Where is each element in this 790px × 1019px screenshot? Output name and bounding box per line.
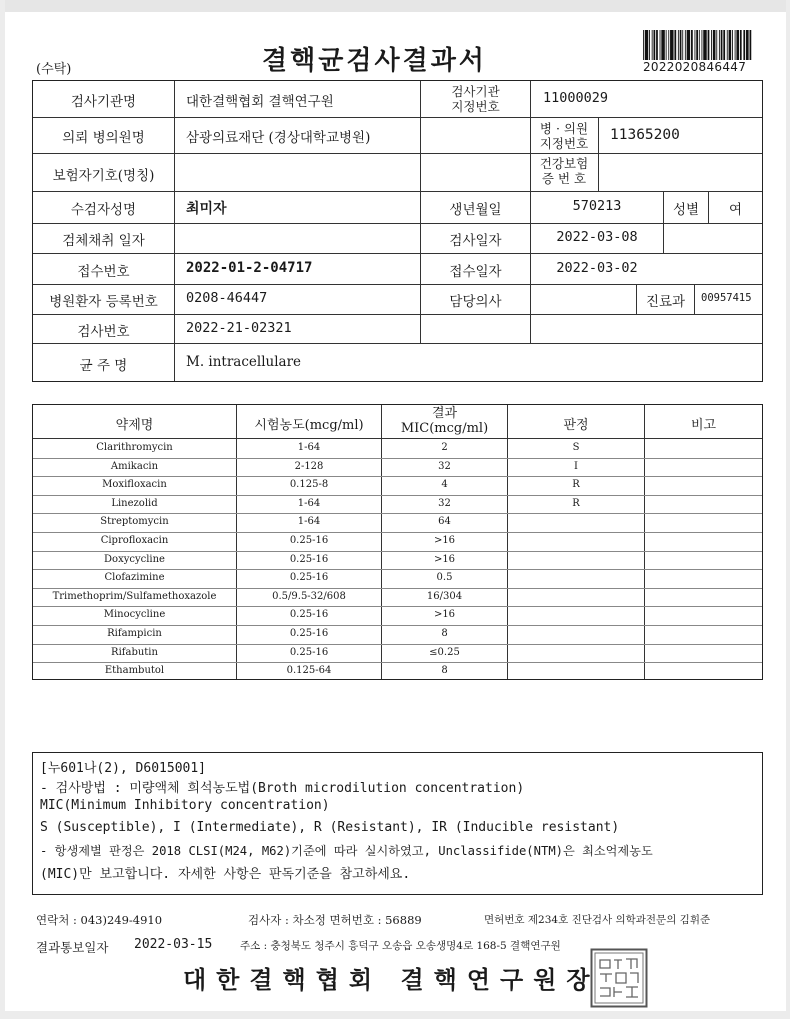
document-title: 결핵균검사결과서 — [262, 46, 487, 76]
drug-name-cell: Rifampicin — [107, 628, 162, 639]
test-number-label: 검사번호 — [77, 324, 130, 340]
judgement-cell: I — [574, 460, 578, 472]
row-divider — [33, 284, 762, 285]
judgement-cell — [508, 532, 644, 550]
drug-name-cell: Amikacin — [110, 460, 159, 472]
barcode-bar — [685, 30, 686, 60]
test-range-cell: 0.25-16 — [289, 572, 329, 584]
col-divider — [598, 117, 599, 191]
department-label: 진료과 — [645, 294, 686, 310]
header-test-range: 시험농도(mcg/ml) — [254, 418, 364, 433]
mic-value-cell: 8 — [441, 665, 448, 677]
receipt-date-label: 접수일자 — [449, 264, 502, 280]
barcode-number: 2022020846447 — [643, 60, 747, 74]
note-legend: S (Susceptible), I (Intermediate), R (Resistant), IR (Inducible resistant) — [40, 820, 620, 835]
barcode-bar — [661, 30, 664, 60]
drug-name-cell: Linezolid — [111, 497, 158, 509]
barcode-bar — [674, 30, 676, 60]
scan-edge-bottom — [0, 1011, 790, 1019]
row-divider — [33, 314, 762, 315]
address: 주소 : 충청북도 청주시 흥덕구 오송읍 오송생명4로 168-5 결핵연구원 — [240, 940, 561, 952]
remark-cell — [645, 513, 762, 531]
test-range-cell: 0.125-8 — [289, 479, 329, 491]
drug-name-cell: Ciprofloxacin — [100, 535, 169, 546]
strain-name-value: M. intracellulare — [186, 354, 302, 370]
barcode-bar — [687, 30, 690, 60]
remark-cell — [645, 569, 762, 587]
barcode-bar — [656, 30, 658, 60]
patient-name-label: 수검자성명 — [70, 202, 137, 218]
barcode-bar — [716, 30, 717, 60]
specialist-info: 면허번호 제234호 진단검사 의학과전문의 김휘준 — [484, 914, 711, 926]
barcode-bar — [736, 30, 739, 60]
strain-name-label: 균 주 명 — [79, 358, 128, 374]
judgement-cell — [508, 606, 644, 624]
drug-name-cell: Minocycline — [103, 609, 166, 621]
institution-value: 대한결핵협회 결핵연구원 — [186, 94, 334, 110]
remark-cell — [645, 606, 762, 624]
issuing-organization: 대한결핵협회 결핵연구원장 — [183, 966, 600, 994]
drug-name-cell: Rifabutin — [111, 646, 158, 658]
department-value: 00957415 — [701, 292, 752, 304]
test-date-label: 검사일자 — [449, 233, 502, 249]
official-seal-stamp — [590, 948, 648, 1008]
header-drug: 약제명 — [115, 418, 154, 433]
drug-name-cell: Clarithromycin — [96, 442, 173, 453]
drug-name-cell: Streptomycin — [100, 516, 169, 528]
barcode-bar — [708, 30, 710, 60]
receipt-number-label: 접수번호 — [77, 264, 130, 280]
scan-edge-right — [786, 0, 790, 1019]
row-divider — [33, 191, 762, 192]
remark-cell — [645, 495, 762, 513]
mic-value-cell: >16 — [433, 609, 456, 621]
institution-code-value: 11000029 — [543, 90, 609, 106]
test-range-cell: 0.25-16 — [289, 553, 329, 565]
birth-date-label: 생년월일 — [449, 202, 502, 218]
mic-value-cell: 4 — [441, 479, 448, 491]
barcode-bar — [643, 30, 644, 60]
row-divider — [33, 223, 762, 224]
judgement-cell: R — [572, 479, 580, 491]
col-divider — [174, 81, 175, 381]
judgement-cell — [508, 662, 644, 680]
test-range-cell: 1-64 — [297, 497, 321, 509]
method-notes-box — [32, 752, 763, 895]
sample-date-label: 검체채취 일자 — [62, 233, 145, 249]
drug-name-cell: Ethambutol — [104, 665, 165, 677]
mic-value-cell: 16/304 — [426, 590, 463, 602]
judgement-cell: R — [572, 497, 580, 509]
barcode-bar — [727, 30, 728, 60]
patient-info-table — [32, 80, 763, 382]
receipt-number-value: 2022-01-2-04717 — [186, 260, 313, 276]
mic-value-cell: 0.5 — [436, 572, 453, 584]
barcode-bar — [696, 30, 698, 60]
header-remarks: 비고 — [690, 418, 717, 433]
mic-value-cell: 32 — [438, 497, 451, 509]
mic-value-cell: 64 — [438, 516, 451, 528]
col-divider — [663, 223, 664, 253]
mic-value-cell: >16 — [433, 553, 456, 565]
barcode-bar — [645, 30, 648, 60]
row-divider — [33, 253, 762, 254]
barcode-bar — [711, 30, 712, 60]
note-mic: MIC(Minimum Inhibitory concentration) — [40, 798, 330, 813]
judgement-cell — [508, 625, 644, 643]
barcode-bar — [699, 30, 700, 60]
remark-cell — [645, 625, 762, 643]
barcode-bar — [729, 30, 732, 60]
form-code: (수탁) — [36, 62, 72, 77]
birth-date-value: 570213 — [572, 198, 622, 214]
scan-edge-top — [0, 0, 790, 12]
mic-value-cell: ≤0.25 — [429, 646, 460, 658]
row-divider — [33, 343, 762, 344]
test-range-cell: 2-128 — [294, 460, 324, 472]
sex-value: 여 — [728, 202, 743, 218]
drug-name-cell: Doxycycline — [104, 553, 165, 565]
barcode-bar — [653, 30, 655, 60]
barcode-bar — [668, 30, 669, 60]
report-date-label: 결과통보일자 — [36, 940, 109, 955]
barcode-bar — [719, 30, 720, 60]
barcode-image — [643, 30, 753, 60]
barcode-bar — [680, 30, 682, 60]
mic-value-cell: 32 — [438, 460, 451, 472]
judgement-cell — [508, 569, 644, 587]
test-range-cell: 0.25-16 — [289, 535, 329, 546]
tester-info: 검사자 : 차소정 면허번호 : 56889 — [248, 913, 422, 927]
test-range-cell: 0.25-16 — [289, 628, 329, 639]
note-criteria: - 항생제별 판정은 2018 CLSI(M24, M62)기준에 따라 실시하였고, Unclassifide(NTM)은 최소억제농도 — [40, 844, 653, 858]
sex-label: 성별 — [672, 202, 700, 218]
mic-results-table — [32, 404, 763, 680]
barcode-bar — [695, 30, 696, 60]
drug-name-cell: Trimethoprim/Sulfamethoxazole — [52, 590, 217, 602]
header-judgement: 판정 — [563, 418, 589, 433]
barcode-bar — [740, 30, 742, 60]
barcode-bar — [713, 30, 716, 60]
remark-cell — [645, 644, 762, 662]
health-insurance-label: 건강보험 증 번 호 — [539, 156, 589, 186]
barcode-bar — [732, 30, 733, 60]
barcode-bar — [703, 30, 706, 60]
barcode-bar — [701, 30, 702, 60]
barcode-bar — [670, 30, 673, 60]
barcode-bar — [746, 30, 749, 60]
remark-cell — [645, 662, 762, 680]
hospital-code-label: 병 · 의원 지정번호 — [539, 121, 589, 151]
col-divider — [694, 284, 695, 314]
note-method: - 검사방법 : 미량액체 희석농도법(Broth microdilution concentration) — [40, 781, 525, 796]
row-divider — [33, 153, 762, 154]
test-range-cell: 0.25-16 — [289, 609, 329, 621]
remark-cell — [645, 476, 762, 494]
barcode-bar — [666, 30, 667, 60]
barcode-bar — [652, 30, 653, 60]
registration-number-value: 0208-46447 — [186, 290, 268, 306]
scan-edge-left — [0, 0, 5, 1019]
barcode-bar — [750, 30, 752, 60]
institution-label: 검사기관명 — [70, 94, 137, 110]
test-range-cell: 0.25-16 — [289, 646, 329, 658]
barcode-bar — [678, 30, 679, 60]
insurance-label: 보험자기호(명칭) — [52, 168, 155, 184]
barcode-bar — [735, 30, 736, 60]
requester-value: 삼광의료재단 (경상대학교병원) — [186, 130, 371, 146]
drug-name-cell: Clofazimine — [104, 572, 165, 584]
report-date-value: 2022-03-15 — [134, 937, 213, 952]
remark-cell — [645, 439, 762, 457]
requester-label: 의뢰 병의원명 — [62, 130, 145, 146]
test-range-cell: 1-64 — [297, 442, 321, 453]
judgement-cell — [508, 551, 644, 569]
barcode-bar — [743, 30, 745, 60]
header-mic-result: 결과 MIC(mcg/ml) — [400, 406, 489, 436]
barcode-bar — [723, 30, 725, 60]
judgement-cell — [508, 588, 644, 606]
hospital-code-value: 11365200 — [610, 127, 680, 143]
test-number-value: 2022-21-02321 — [186, 320, 292, 336]
barcode-bar — [691, 30, 693, 60]
receipt-date-value: 2022-03-02 — [556, 260, 638, 276]
judgement-cell — [508, 644, 644, 662]
row-divider — [33, 117, 762, 118]
note-code: [누601나(2), D6015001] — [40, 761, 206, 776]
remark-cell — [645, 551, 762, 569]
test-range-cell: 1-64 — [297, 516, 321, 528]
test-range-cell: 0.125-64 — [286, 665, 332, 677]
barcode-bar — [649, 30, 650, 60]
remark-cell — [645, 458, 762, 476]
drug-name-cell: Moxifloxacin — [102, 479, 167, 491]
judgement-cell — [508, 513, 644, 531]
barcode-bar — [682, 30, 683, 60]
patient-name-value: 최미자 — [186, 201, 227, 217]
note-reporting: (MIC)만 보고합니다. 자세한 사항은 판독기준을 참고하세요. — [40, 867, 411, 882]
remark-cell — [645, 588, 762, 606]
test-date-value: 2022-03-08 — [556, 229, 638, 245]
mic-value-cell: 8 — [441, 628, 448, 639]
remark-cell — [645, 532, 762, 550]
mic-value-cell: 2 — [441, 442, 448, 453]
registration-number-label: 병원환자 등록번호 — [49, 294, 158, 310]
mic-value-cell: >16 — [433, 535, 456, 546]
judgement-cell: S — [572, 442, 580, 453]
doctor-label: 담당의사 — [449, 294, 502, 310]
institution-code-label: 검사기관 지정번호 — [451, 84, 500, 114]
barcode-bar — [660, 30, 661, 60]
contact-phone: 연락처 : 043)249-4910 — [36, 913, 163, 927]
barcode-bar — [721, 30, 723, 60]
test-range-cell: 0.5/9.5-32/608 — [272, 590, 346, 602]
